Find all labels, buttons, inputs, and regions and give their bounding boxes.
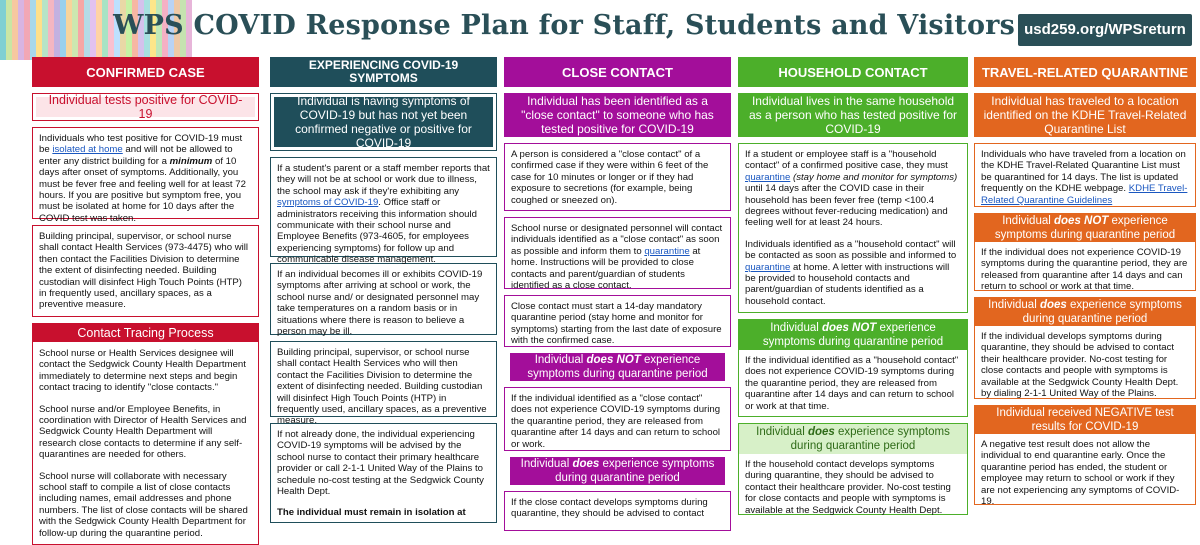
household-no-symptoms-band (739, 320, 967, 350)
household-quarantine-text: If a student or employee staff is a "household contact" of a confirmed positive case, they must (745, 149, 948, 172)
symptoms-testing-box (270, 423, 497, 523)
column-confirmed-case (32, 57, 259, 539)
close-no-band-text-2: experience symptoms during quarantine period (527, 354, 708, 380)
household-symptoms-group (738, 423, 968, 515)
travel-does-band-text: Individual (988, 299, 1040, 311)
symptoms-header: EXPERIENCING COVID-19 SYMPTOMS (270, 57, 497, 87)
confirmed-band-box (32, 93, 259, 121)
close-no-symptoms-box (504, 387, 731, 451)
household-no-band-text-2: experience symptoms during quarantine period (762, 322, 944, 348)
confirmed-isolation-box (32, 127, 259, 224)
travel-negative-group (974, 405, 1196, 508)
close-header: CLOSE CONTACT (504, 57, 731, 87)
confirmed-band: Individual tests positive for COVID-19 (36, 97, 255, 117)
close-symptoms-box (504, 491, 731, 531)
close-symptoms-text: If the close contact develops symptoms during quarantine, they should be advised to contact (511, 497, 708, 520)
close-does-band-text-2: experience symptoms during quarantine period (555, 458, 715, 484)
confirmed-disinfect-box (32, 225, 259, 317)
minimum-emphasis: minimum (169, 155, 213, 167)
travel-header: TRAVEL-RELATED QUARANTINE (974, 57, 1196, 87)
household-symptoms-box (739, 454, 967, 514)
travel-negative-band: Individual received NEGATIVE test results for COVID-19 (975, 406, 1195, 434)
travel-symptoms-box (975, 326, 1195, 398)
travel-no-symptoms-band (975, 214, 1195, 242)
household-quarantine-link-2[interactable]: quarantine (745, 261, 791, 273)
close-definition-box (504, 143, 731, 211)
close-quarantine-box (504, 295, 731, 347)
household-symptoms-band (739, 424, 967, 454)
close-quarantine-link[interactable]: quarantine (644, 245, 690, 257)
household-does-band-text-2: experience symptoms during quarantine period (790, 426, 950, 452)
confirmed-isolation-text-3: of 10 days after onset of symptoms. Additionally, you must be fever free and feeling well for at least 72 hours. If you are positive but symptom free, you must be isolated at home for 10 days after the COVID test was taken. (39, 155, 246, 224)
travel-no-symptoms-text: If the individual does not experience COVID-19 symptoms during the quarantine period, they are released from quarantine after 14 days and can return to school or work at that time. (981, 247, 1188, 293)
confirmed-disinfect-text: Building principal, supervisor, or school nurse shall contact Health Services (973-4475) who will then contact the Facilities Division to determine the extent of disinfecting needed. Building custodian will disinfect High Touch Points (HTP) in frequently used, ancillary spaces, as a preventive measure. (39, 231, 249, 311)
household-header: HOUSEHOLD CONTACT (738, 57, 968, 87)
travel-no-band-text-2: experience symptoms during quarantine period (994, 215, 1176, 241)
symptoms-report-text-2: . Office staff or administrators receiving this information should communicate with their school nurse and Employee Benefits (973-4605, for employees experiencing symptoms) for follow up and communicable disease management. (277, 197, 477, 266)
confirmed-isolation-text: Individuals who test positive for COVID-19 must be (39, 133, 243, 156)
household-quarantine-link[interactable]: quarantine (745, 171, 791, 183)
close-definition-text: A person is considered a "close contact" of a confirmed case if they were within 6 feet of the case for 10 minutes or longer or if they had exposure to secretions (for example, being coughed or sneezed on). (511, 149, 709, 206)
tracing-paragraph-2: School nurse and/or Employee Benefits, in coordination with Director of Health Services and Sedgwick County Health Department will research close contacts to determine if any self-quarantines are needed for others. (39, 403, 247, 461)
url-badge[interactable]: usd259.org/WPSreturn (1018, 14, 1192, 46)
close-does-band-emphasis: does (572, 458, 600, 470)
travel-band: Individual has traveled to a location identified on the KDHE Travel-Related Quarantine List (974, 93, 1196, 137)
close-notify-box (504, 217, 731, 292)
column-symptoms (270, 57, 497, 519)
household-no-band-text: Individual (770, 322, 822, 334)
household-no-symptoms-text: If the individual identified as a "household contact" does not experience COVID-19 symptoms during the quarantine period, they are released from quarantine after 14 days and can return to school or work at that time. (745, 355, 959, 412)
travel-no-band-emphasis: does NOT (1054, 215, 1109, 227)
close-notify-text: School nurse or designated personnel will contact individuals identified as a "close contact" as soon as possible and inform them to (511, 223, 723, 257)
close-does-band-text: Individual (520, 458, 573, 470)
symptoms-disinfect-box (270, 341, 497, 427)
close-band: Individual has been identified as a "close contact" to someone who has tested positive for COVID-19 (504, 93, 731, 137)
contact-tracing-band: Contact Tracing Process (33, 324, 258, 342)
household-quarantine-text-2: until 14 days after the COVID case in their household has been fever free (temp <100.4 degrees without fever-reducing medication) and feeling well for at least 24 hours. (745, 183, 948, 229)
symptoms-temperature-box (270, 263, 497, 338)
travel-symptoms-text: If the individual develops symptoms during quarantine, they should be advised to contact their healthcare provider. No-cost testing for close contacts and people with symptoms is available at the Sedgwick County Health Dept. by dialing 2-1-1 United Way of the Plains. (981, 331, 1179, 400)
travel-does-band-text-2: experience symptoms during quarantine period (1022, 299, 1182, 325)
contact-tracing-content (33, 342, 258, 544)
symptoms-isolation-text: The individual must remain in isolation at (277, 507, 466, 519)
travel-no-band-text: Individual (1002, 215, 1054, 227)
travel-symptoms-group (974, 297, 1196, 399)
symptoms-report-text: If a student's parent or a staff member reports that they will not be at school or work due to illness, the school may ask if they're exhibiting any (277, 163, 490, 197)
travel-negative-box (975, 434, 1195, 508)
column-travel-quarantine (974, 57, 1196, 507)
tracing-paragraph-3: School nurse will collaborate with necessary school staff to compile a list of close contacts including names, email addresses and phone numbers. The list of close contacts will be shared with the Sedgwick County Health Department for follow-up during the quarantine period. (39, 470, 248, 539)
travel-symptoms-band (975, 298, 1195, 326)
close-notify-text-2: at home. Instructions will be provided to close contacts and parent/guardian of students identified as a close contact. (511, 245, 701, 292)
household-no-symptoms-box (739, 350, 967, 416)
travel-does-band-emphasis: does (1039, 299, 1067, 311)
household-notify-text-2: at home. A letter with instructions will be provided to household contacts and parent/guardian of students identified as a household contact. (745, 261, 950, 307)
symptoms-temperature-text: If an individual becomes ill or exhibits COVID-19 symptoms after arriving at school or work, the school nurse and/ or designated personnel may take temperatures on a random basis or in situations where there is reason to believe a person may be ill. (277, 269, 483, 338)
household-notify-text: Individuals identified as a "household contact" will be contacted as soon as possible and informed to (745, 238, 957, 262)
confirmed-header: CONFIRMED CASE (32, 57, 259, 87)
symptoms-band: Individual is having symptoms of COVID-19 but has not yet been confirmed negative or positive for COVID-19 (274, 97, 493, 147)
symptoms-testing-text: If not already done, the individual experiencing COVID-19 symptoms will be advised by the school nurse to contact their primary healthcare provider or call 2-1-1 United Way of the Plains to schedule no-cost testing at the Sedgwick County Health Dept. (277, 429, 484, 498)
household-does-band-text: Individual (756, 426, 808, 438)
close-no-band-text: Individual (534, 354, 587, 366)
household-symptoms-text: If the household contact develops symptoms during quarantine, they should be advised to contact their healthcare provider. No-cost testing for close contacts and people with symptoms is available at the Sedgwick County Health Dept. (745, 459, 951, 516)
column-household-contact (738, 57, 968, 516)
household-band: Individual lives in the same household as a person who has tested positive for COVID-19 (738, 93, 968, 137)
symptoms-band-box (270, 93, 497, 151)
symptoms-of-covid-link[interactable]: symptoms of COVID-19 (277, 197, 379, 209)
travel-no-symptoms-box (975, 242, 1195, 293)
household-no-symptoms-group (738, 319, 968, 417)
close-no-symptoms-band (510, 353, 725, 381)
travel-no-symptoms-group (974, 213, 1196, 291)
confirmed-isolation-text-2: and will not be allowed to enter any district building for a (39, 144, 233, 167)
page-title: WPS COVID Response Plan for Staff, Students and Visitors (113, 10, 1015, 41)
household-quarantine-box (738, 143, 968, 313)
contact-tracing-box (32, 323, 259, 545)
isolated-at-home-link[interactable]: isolated at home (52, 144, 123, 156)
travel-list-text: Individuals who have traveled from a location on the KDHE Travel-Related Quarantine List must be quarantined for 14 days. The list is updated frequently on the KDHE webpage. (981, 149, 1186, 195)
kdhe-guidelines-link[interactable]: KDHE Travel-Related Quarantine Guidelines (981, 183, 1188, 206)
close-symptoms-band (510, 457, 725, 485)
close-no-band-emphasis: does NOT (586, 354, 641, 366)
column-close-contact (504, 57, 731, 520)
household-monitor-emphasis: (stay home and monitor for symptoms) (790, 171, 958, 183)
household-does-band-emphasis: does (807, 426, 835, 438)
symptoms-disinfect-text: Building principal, supervisor, or school nurse shall contact Health Services who will then contact the Facilities Division to determine the extent of disinfecting needed. Building custodian will disinfect High Touch Points (HTP) in frequently used, ancillary spaces, as a preventive measure. (277, 347, 487, 427)
close-quarantine-text: Close contact must start a 14-day mandatory quarantine period (stay home and monitor for symptoms) starting from the last date of exposure with the confirmed case. (511, 301, 722, 347)
close-no-symptoms-text: If the individual identified as a "close contact" does not experience COVID-19 symptoms during the quarantine period, they are released from quarantine after 14 days and can return to school or work. (511, 393, 721, 450)
household-no-band-emphasis: does NOT (822, 322, 877, 334)
travel-list-box (974, 143, 1196, 207)
symptoms-report-box (270, 157, 497, 266)
travel-negative-text: A negative test result does not allow the individual to end quarantine early. Once the quarantine period has ended, the student or employee may return to school or work if they are not experiencing any symptoms of COVID-19. (981, 439, 1180, 508)
tracing-paragraph-1: School nurse or Health Services designee will contact the Sedgwick County Health Department immediately to determine next steps and begin contact tracing to identify "close contacts." (39, 348, 246, 394)
